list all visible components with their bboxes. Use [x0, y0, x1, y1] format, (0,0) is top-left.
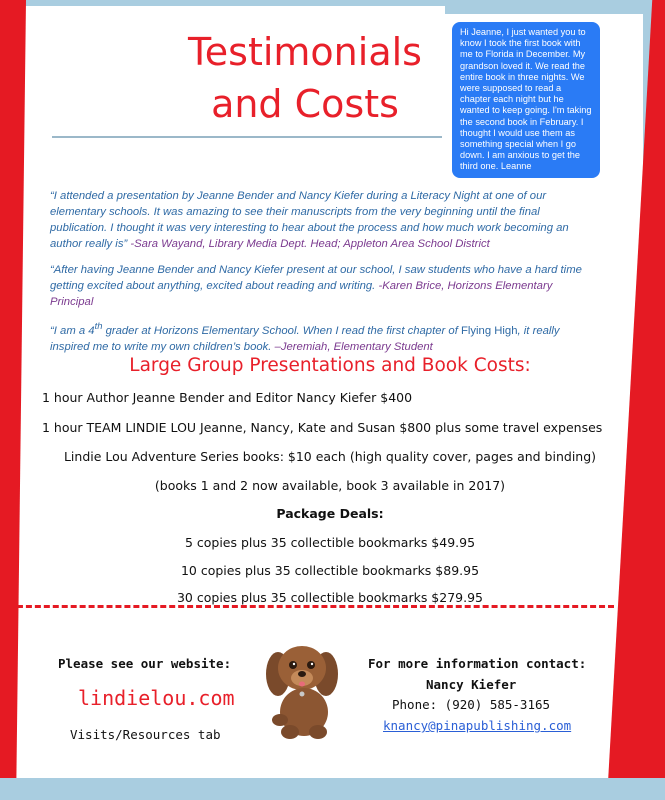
- left-red-border: [0, 0, 26, 800]
- title-divider: [52, 136, 442, 138]
- bottom-border-stripe: [0, 778, 665, 800]
- package-deal-30: 30 copies plus 35 collectible bookmarks $279.95: [176, 590, 483, 605]
- testimonial-3: [50, 318, 580, 355]
- testimonial-2: [50, 262, 585, 310]
- contact-name: Nancy Kiefer: [426, 677, 517, 692]
- contact-email-link[interactable]: knancy@pinapublishing.com: [383, 718, 572, 733]
- top-right-border-stripe: [445, 6, 665, 14]
- package-deal-5: 5 copies plus 35 collectible bookmarks $49.95: [184, 535, 476, 550]
- testimonial-quote: “After having Jeanne Bender and Nancy Kiefer present at our school, I saw students who have a hard time getting excited about anything, excited about reading and writing.: [50, 264, 582, 292]
- page-title: [180, 26, 430, 130]
- package-deal-10: 10 copies plus 35 collectible bookmarks $89.95: [180, 563, 480, 578]
- pricing-heading: Large Group Presentations and Book Costs:: [129, 355, 531, 376]
- price-line-author-editor: 1 hour Author Jeanne Bender and Editor Nancy Kiefer $400: [42, 390, 413, 405]
- price-line-team: 1 hour TEAM LINDIE LOU Jeanne, Nancy, Kate and Susan $800 plus some travel expenses: [42, 420, 603, 435]
- website-link[interactable]: lindielou.com: [78, 686, 235, 710]
- testimonial-quote-sup: th: [94, 320, 103, 331]
- testimonial-attribution: -Karen Brice, Horizons Elementary Principal: [50, 280, 553, 308]
- package-deals-heading: Package Deals:: [276, 506, 384, 521]
- testimonial-quote-middle: grader at Horizons Elementary School. When I read the first chapter of: [102, 324, 461, 337]
- availability-line: (books 1 and 2 now available, book 3 available in 2017): [154, 478, 506, 493]
- website-tab-note: Visits/Resources tab: [70, 727, 221, 742]
- testimonial-quote-end: , it really inspired me to write my own children’s book.: [50, 324, 560, 353]
- title-line-1: Testimonials: [188, 30, 422, 74]
- contact-label: For more information contact:: [368, 656, 587, 671]
- price-line-books: Lindie Lou Adventure Series books: $10 each (high quality cover, pages and binding): [63, 449, 597, 464]
- testimonial-attribution: –Jeremiah, Elementary Student: [271, 340, 433, 353]
- title-line-2: and Costs: [211, 82, 399, 126]
- text-message-bubble: [452, 22, 600, 178]
- testimonial-1: [50, 188, 590, 252]
- testimonial-quote: “I attended a presentation by Jeanne Bender and Nancy Kiefer during a Literacy Night at one of our elementary schools. It was amazing to see their manuscripts from the very beginning until the final publication. I thought it was very interesting to hear about the process and how much work becoming an author really is”: [50, 190, 569, 250]
- dashed-divider: [8, 605, 614, 608]
- website-label: Please see our website:: [58, 656, 232, 671]
- contact-phone: Phone: (920) 585-3165: [392, 697, 551, 712]
- right-red-border: [607, 0, 665, 800]
- message-text: Hi Jeanne, I just wanted you to know I took the first book with me to Florida in December. My grandson loved it. We read the entire book in three nights. We were supposed to read a chapter each night but he wanted to keep going. I'm taking the second book in February. I thought I would use them as something special when I go down. I am anxious to get the third one. Leanne: [460, 27, 592, 172]
- testimonial-book-title: Flying High: [460, 324, 518, 337]
- puppy-illustration: [262, 638, 344, 742]
- testimonial-attribution: -Sara Wayand, Library Media Dept. Head; Appleton Area School District: [127, 238, 490, 250]
- testimonial-quote-start: “I am a 4: [50, 324, 95, 337]
